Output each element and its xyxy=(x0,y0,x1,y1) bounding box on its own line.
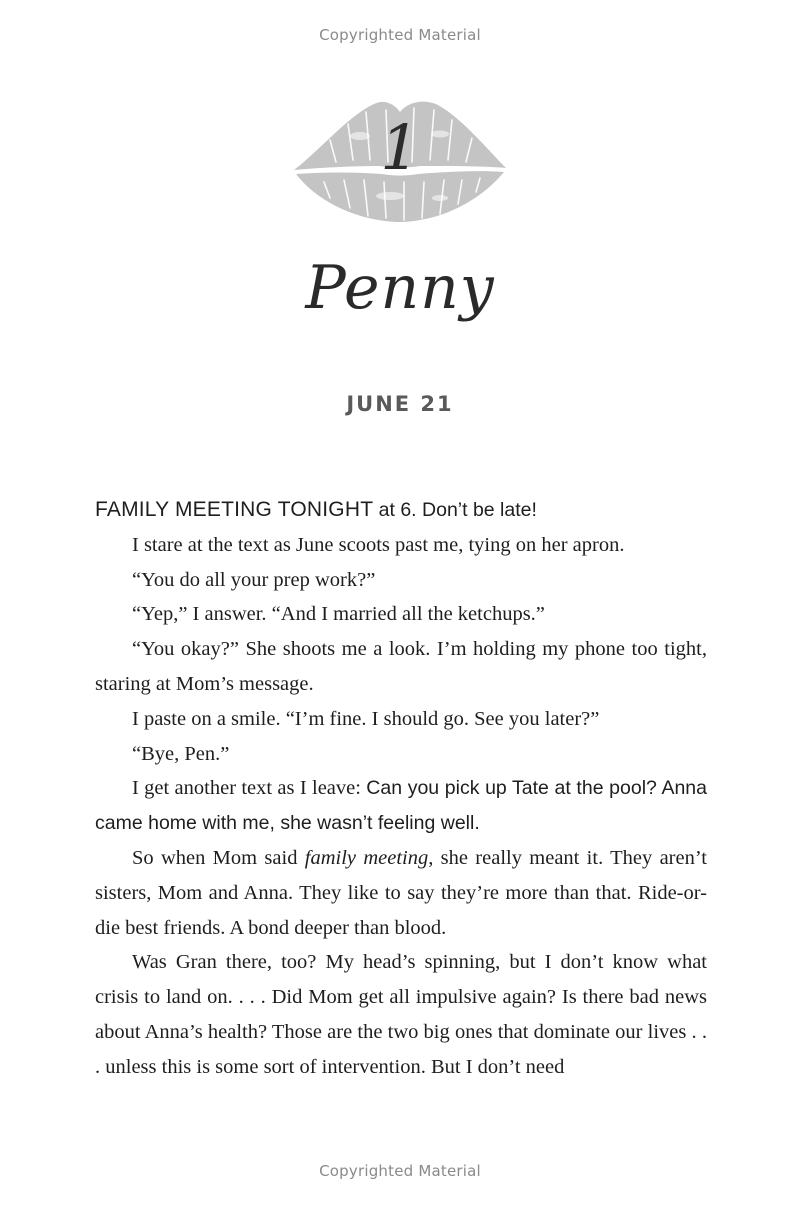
copyright-watermark-bottom: Copyrighted Material xyxy=(319,1162,481,1180)
text-message-caps: FAMILY MEETING TONIGHT xyxy=(95,498,374,521)
paragraph: Was Gran there, too? My head’s spinning, but I don’t know what crisis to land on. . . . Did Mom get all impulsive again? Is there bad news about Anna’s health? Those are the two big ones that dominate our lives . . . unless this is some sort of intervention. But I don’t need xyxy=(95,951,707,1078)
copyright-watermark-top: Copyrighted Material xyxy=(319,26,481,44)
paragraph: I stare at the text as June scoots past me, tying on her apron. xyxy=(132,533,625,556)
chapter-date: JUNE 21 xyxy=(346,392,454,416)
chapter-title: Penny xyxy=(305,253,495,323)
text-message-rest: at 6. Don’t be late! xyxy=(373,499,537,521)
chapter-number: 1 xyxy=(380,111,420,184)
chapter-body xyxy=(95,493,707,1085)
paragraph-lead: So when Mom said xyxy=(132,846,305,869)
emphasis-text: family meeting xyxy=(304,846,429,869)
inline-text-message: Can you pick up Tate at the pool? Anna came home with me, she wasn’t feeling well. xyxy=(95,777,707,835)
paragraph-lead: I get another text as I leave: xyxy=(132,777,367,800)
paragraph: “Yep,” I answer. “And I married all the ketchups.” xyxy=(132,603,545,626)
paragraph: I paste on a smile. “I’m fine. I should go. See you later?” xyxy=(132,707,600,730)
paragraph xyxy=(95,771,707,841)
paragraph: “You okay?” She shoots me a look. I’m holding my phone too tight, staring at Mom’s message. xyxy=(95,638,707,695)
paragraph-rest: , she really meant it. They aren’t sisters, Mom and Anna. They like to say they’re more than that. Ride-or-die best friends. A bond deeper than blood. xyxy=(95,846,708,939)
paragraph: “Bye, Pen.” xyxy=(132,742,230,765)
paragraph-text-message xyxy=(95,493,707,528)
paragraph: “You do all your prep work?” xyxy=(132,568,376,591)
paragraph xyxy=(95,841,707,945)
